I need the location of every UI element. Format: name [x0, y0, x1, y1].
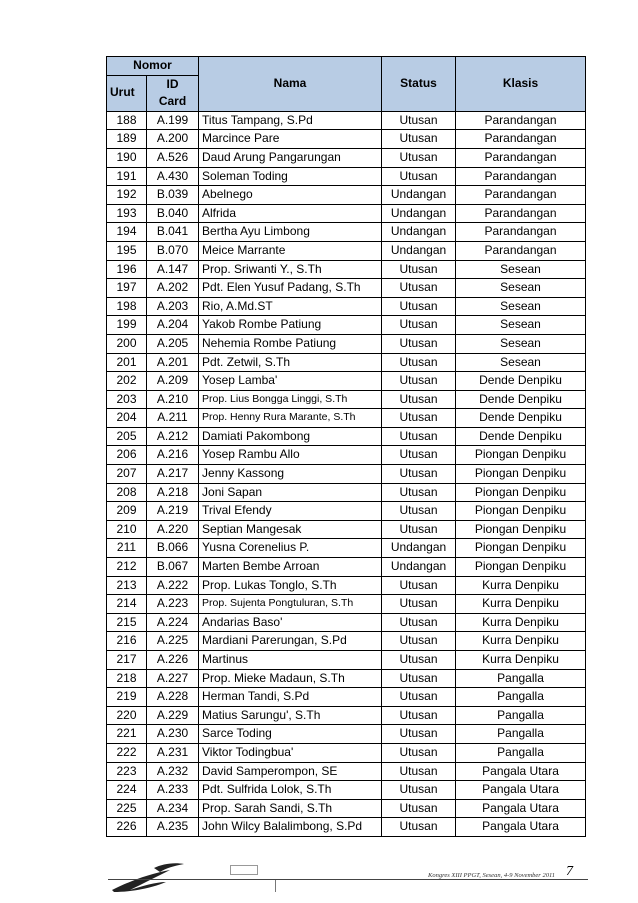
- cell-nama: Nehemia Rombe Patiung: [199, 334, 382, 353]
- cell-status: Utusan: [382, 781, 456, 800]
- cell-klasis: Sesean: [456, 260, 586, 279]
- table-row: [107, 688, 586, 707]
- table-row: [107, 390, 586, 409]
- cell-klasis: Piongan Denpiku: [456, 465, 586, 484]
- cell-urut: 206: [107, 446, 147, 465]
- cell-klasis: Parandangan: [456, 111, 586, 130]
- cell-urut: 217: [107, 651, 147, 670]
- header-id-card: ID Card: [147, 75, 199, 111]
- cell-urut: 225: [107, 799, 147, 818]
- cell-urut: 201: [107, 353, 147, 372]
- cell-klasis: Parandangan: [456, 167, 586, 186]
- table-row: [107, 223, 586, 242]
- cell-nama: Prop. Sujenta Pongtuluran, S.Th: [199, 595, 382, 614]
- cell-id-card: A.204: [147, 316, 199, 335]
- cell-urut: 203: [107, 390, 147, 409]
- cell-id-card: A.202: [147, 279, 199, 298]
- cell-klasis: Parandangan: [456, 130, 586, 149]
- cell-id-card: A.232: [147, 762, 199, 781]
- cell-status: Utusan: [382, 688, 456, 707]
- cell-klasis: Parandangan: [456, 223, 586, 242]
- cell-id-card: A.229: [147, 706, 199, 725]
- cell-urut: 212: [107, 558, 147, 577]
- cell-status: Undangan: [382, 558, 456, 577]
- cell-nama: Pdt. Zetwil, S.Th: [199, 353, 382, 372]
- cell-nama: Martinus: [199, 651, 382, 670]
- cell-nama: Prop. Lukas Tonglo, S.Th: [199, 576, 382, 595]
- cell-id-card: A.227: [147, 669, 199, 688]
- cell-status: Utusan: [382, 818, 456, 837]
- cell-status: Undangan: [382, 204, 456, 223]
- table-body: [107, 111, 586, 836]
- cell-status: Utusan: [382, 446, 456, 465]
- cell-klasis: Kurra Denpiku: [456, 595, 586, 614]
- table-row: [107, 446, 586, 465]
- table-row: [107, 502, 586, 521]
- cell-urut: 220: [107, 706, 147, 725]
- cell-status: Utusan: [382, 148, 456, 167]
- cell-urut: 207: [107, 465, 147, 484]
- table-row: [107, 743, 586, 762]
- cell-id-card: B.041: [147, 223, 199, 242]
- cell-id-card: B.039: [147, 186, 199, 205]
- cell-nama: Sarce Toding: [199, 725, 382, 744]
- cell-id-card: A.205: [147, 334, 199, 353]
- table-row: [107, 260, 586, 279]
- cell-urut: 218: [107, 669, 147, 688]
- cell-id-card: A.217: [147, 465, 199, 484]
- cell-klasis: Parandangan: [456, 186, 586, 205]
- cell-nama: John Wilcy Balalimbong, S.Pd: [199, 818, 382, 837]
- header-urut: Urut: [107, 75, 147, 111]
- cell-urut: 209: [107, 502, 147, 521]
- cell-status: Utusan: [382, 465, 456, 484]
- cell-status: Utusan: [382, 632, 456, 651]
- cell-nama: Bertha Ayu Limbong: [199, 223, 382, 242]
- cell-nama: Damiati Pakombong: [199, 427, 382, 446]
- table-row: [107, 669, 586, 688]
- table-row: [107, 167, 586, 186]
- cell-id-card: A.526: [147, 148, 199, 167]
- cell-status: Utusan: [382, 316, 456, 335]
- table-row: [107, 427, 586, 446]
- cell-id-card: A.226: [147, 651, 199, 670]
- cell-klasis: Sesean: [456, 279, 586, 298]
- cell-status: Utusan: [382, 130, 456, 149]
- cell-urut: 222: [107, 743, 147, 762]
- cell-urut: 223: [107, 762, 147, 781]
- cell-id-card: A.212: [147, 427, 199, 446]
- table-row: [107, 372, 586, 391]
- participant-table: [106, 56, 586, 837]
- footer-rule: [108, 879, 588, 880]
- cell-id-card: A.235: [147, 818, 199, 837]
- cell-urut: 194: [107, 223, 147, 242]
- cell-status: Undangan: [382, 241, 456, 260]
- cell-klasis: Parandangan: [456, 241, 586, 260]
- cell-status: Utusan: [382, 520, 456, 539]
- cell-nama: Yusna Corenelius P.: [199, 539, 382, 558]
- table-row: [107, 781, 586, 800]
- cell-klasis: Sesean: [456, 297, 586, 316]
- cell-nama: Yakob Rombe Patiung: [199, 316, 382, 335]
- table-row: [107, 353, 586, 372]
- cell-id-card: A.147: [147, 260, 199, 279]
- cell-status: Utusan: [382, 762, 456, 781]
- cell-nama: Matius Sarungu', S.Th: [199, 706, 382, 725]
- cell-status: Utusan: [382, 334, 456, 353]
- cell-id-card: A.218: [147, 483, 199, 502]
- cell-id-card: B.070: [147, 241, 199, 260]
- cell-urut: 196: [107, 260, 147, 279]
- cell-nama: David Samperompon, SE: [199, 762, 382, 781]
- cell-nama: Viktor Todingbua': [199, 743, 382, 762]
- cell-urut: 216: [107, 632, 147, 651]
- table-row: [107, 762, 586, 781]
- cell-urut: 192: [107, 186, 147, 205]
- cell-klasis: Piongan Denpiku: [456, 483, 586, 502]
- cell-urut: 205: [107, 427, 147, 446]
- cell-status: Utusan: [382, 576, 456, 595]
- footer-box: [230, 865, 258, 875]
- header-status: Status: [382, 57, 456, 112]
- cell-nama: Pdt. Sulfrida Lolok, S.Th: [199, 781, 382, 800]
- page-footer: [0, 850, 638, 903]
- cell-urut: 211: [107, 539, 147, 558]
- cell-klasis: Dende Denpiku: [456, 427, 586, 446]
- cell-urut: 208: [107, 483, 147, 502]
- cell-urut: 210: [107, 520, 147, 539]
- table-row: [107, 799, 586, 818]
- cell-nama: Rio, A.Md.ST: [199, 297, 382, 316]
- cell-klasis: Pangalla: [456, 706, 586, 725]
- cell-id-card: B.040: [147, 204, 199, 223]
- cell-nama: Meice Marrante: [199, 241, 382, 260]
- cell-nama: Prop. Sarah Sandi, S.Th: [199, 799, 382, 818]
- cell-urut: 204: [107, 409, 147, 428]
- cell-id-card: B.066: [147, 539, 199, 558]
- cell-nama: Mardiani Parerungan, S.Pd: [199, 632, 382, 651]
- cell-klasis: Parandangan: [456, 204, 586, 223]
- cell-status: Utusan: [382, 353, 456, 372]
- cell-id-card: A.224: [147, 613, 199, 632]
- table-row: [107, 316, 586, 335]
- cell-status: Undangan: [382, 223, 456, 242]
- cell-id-card: A.201: [147, 353, 199, 372]
- table-row: [107, 130, 586, 149]
- cell-id-card: A.219: [147, 502, 199, 521]
- cell-urut: 213: [107, 576, 147, 595]
- cell-status: Utusan: [382, 743, 456, 762]
- table-row: [107, 558, 586, 577]
- table-row: [107, 632, 586, 651]
- table-row: [107, 576, 586, 595]
- table-row: [107, 706, 586, 725]
- footer-event-text: Kongres XIII PPGT, Sesean, 4-9 November 2011: [428, 872, 555, 879]
- cell-klasis: Sesean: [456, 334, 586, 353]
- cell-klasis: Piongan Denpiku: [456, 502, 586, 521]
- cell-status: Utusan: [382, 725, 456, 744]
- table-row: [107, 279, 586, 298]
- cell-nama: Daud Arung Pangarungan: [199, 148, 382, 167]
- cell-klasis: Dende Denpiku: [456, 409, 586, 428]
- cell-status: Utusan: [382, 111, 456, 130]
- cell-klasis: Dende Denpiku: [456, 372, 586, 391]
- table-row: [107, 651, 586, 670]
- cell-urut: 215: [107, 613, 147, 632]
- cell-klasis: Pangalla: [456, 743, 586, 762]
- cell-nama: Joni Sapan: [199, 483, 382, 502]
- cell-id-card: A.225: [147, 632, 199, 651]
- cell-klasis: Piongan Denpiku: [456, 520, 586, 539]
- cell-urut: 188: [107, 111, 147, 130]
- cell-urut: 224: [107, 781, 147, 800]
- cell-id-card: A.231: [147, 743, 199, 762]
- table-row: [107, 204, 586, 223]
- cell-status: Utusan: [382, 595, 456, 614]
- cell-klasis: Piongan Denpiku: [456, 446, 586, 465]
- table-row: [107, 818, 586, 837]
- cell-urut: 221: [107, 725, 147, 744]
- cell-nama: Herman Tandi, S.Pd: [199, 688, 382, 707]
- cell-id-card: A.230: [147, 725, 199, 744]
- cell-urut: 200: [107, 334, 147, 353]
- cell-nama: Yosep Rambu Allo: [199, 446, 382, 465]
- cell-urut: 219: [107, 688, 147, 707]
- table-row: [107, 148, 586, 167]
- cell-klasis: Dende Denpiku: [456, 390, 586, 409]
- cell-klasis: Pangala Utara: [456, 818, 586, 837]
- cell-id-card: A.234: [147, 799, 199, 818]
- table-row: [107, 334, 586, 353]
- cell-nama: Andarias Baso': [199, 613, 382, 632]
- cell-urut: 195: [107, 241, 147, 260]
- cell-urut: 193: [107, 204, 147, 223]
- bird-logo-icon: [108, 860, 188, 896]
- table-row: [107, 613, 586, 632]
- table-row: [107, 483, 586, 502]
- cell-urut: 226: [107, 818, 147, 837]
- cell-urut: 214: [107, 595, 147, 614]
- cell-klasis: Kurra Denpiku: [456, 613, 586, 632]
- cell-status: Utusan: [382, 613, 456, 632]
- page-number: 7: [566, 864, 573, 879]
- cell-status: Utusan: [382, 502, 456, 521]
- cell-nama: Prop. Henny Rura Marante, S.Th: [199, 409, 382, 428]
- cell-klasis: Piongan Denpiku: [456, 558, 586, 577]
- cell-nama: Prop. Lius Bongga Linggi, S.Th: [199, 390, 382, 409]
- table-row: [107, 409, 586, 428]
- cell-klasis: Pangala Utara: [456, 762, 586, 781]
- cell-id-card: A.210: [147, 390, 199, 409]
- cell-urut: 197: [107, 279, 147, 298]
- cell-nama: Jenny Kassong: [199, 465, 382, 484]
- header-nomor: Nomor: [107, 57, 199, 76]
- cell-status: Utusan: [382, 483, 456, 502]
- cell-status: Utusan: [382, 409, 456, 428]
- cell-nama: Titus Tampang, S.Pd: [199, 111, 382, 130]
- cell-id-card: A.223: [147, 595, 199, 614]
- cell-urut: 199: [107, 316, 147, 335]
- cell-id-card: A.430: [147, 167, 199, 186]
- cell-status: Utusan: [382, 260, 456, 279]
- table-row: [107, 186, 586, 205]
- cell-id-card: A.233: [147, 781, 199, 800]
- cell-status: Utusan: [382, 799, 456, 818]
- cell-klasis: Pangalla: [456, 688, 586, 707]
- cell-urut: 191: [107, 167, 147, 186]
- table-row: [107, 520, 586, 539]
- cell-klasis: Sesean: [456, 353, 586, 372]
- cell-urut: 190: [107, 148, 147, 167]
- table-row: [107, 111, 586, 130]
- header-nama: Nama: [199, 57, 382, 112]
- cell-klasis: Pangalla: [456, 669, 586, 688]
- cell-nama: Abelnego: [199, 186, 382, 205]
- cell-id-card: A.228: [147, 688, 199, 707]
- table-row: [107, 595, 586, 614]
- cell-klasis: Kurra Denpiku: [456, 576, 586, 595]
- cell-nama: Yosep Lamba': [199, 372, 382, 391]
- cell-status: Utusan: [382, 279, 456, 298]
- cell-nama: Marcince Pare: [199, 130, 382, 149]
- cell-klasis: Piongan Denpiku: [456, 539, 586, 558]
- cell-klasis: Kurra Denpiku: [456, 632, 586, 651]
- cell-id-card: B.067: [147, 558, 199, 577]
- cell-id-card: A.203: [147, 297, 199, 316]
- cell-status: Utusan: [382, 706, 456, 725]
- table-row: [107, 241, 586, 260]
- cell-status: Utusan: [382, 651, 456, 670]
- cell-status: Utusan: [382, 297, 456, 316]
- cell-urut: 202: [107, 372, 147, 391]
- header-klasis: Klasis: [456, 57, 586, 112]
- cell-urut: 198: [107, 297, 147, 316]
- cell-klasis: Kurra Denpiku: [456, 651, 586, 670]
- cell-status: Utusan: [382, 372, 456, 391]
- cell-nama: Pdt. Elen Yusuf Padang, S.Th: [199, 279, 382, 298]
- cell-id-card: A.200: [147, 130, 199, 149]
- cell-status: Utusan: [382, 167, 456, 186]
- cell-id-card: A.209: [147, 372, 199, 391]
- cell-status: Utusan: [382, 669, 456, 688]
- cell-urut: 189: [107, 130, 147, 149]
- table-header: [107, 57, 586, 112]
- table-row: [107, 297, 586, 316]
- table-row: [107, 725, 586, 744]
- cell-status: Utusan: [382, 390, 456, 409]
- cell-id-card: A.216: [147, 446, 199, 465]
- cell-id-card: A.199: [147, 111, 199, 130]
- cell-klasis: Pangalla: [456, 725, 586, 744]
- cell-status: Undangan: [382, 539, 456, 558]
- cell-nama: Marten Bembe Arroan: [199, 558, 382, 577]
- cell-nama: Prop. Mieke Madaun, S.Th: [199, 669, 382, 688]
- cell-klasis: Pangala Utara: [456, 799, 586, 818]
- cell-klasis: Pangala Utara: [456, 781, 586, 800]
- cell-status: Undangan: [382, 186, 456, 205]
- cell-nama: Septian Mangesak: [199, 520, 382, 539]
- table-row: [107, 539, 586, 558]
- cell-id-card: A.220: [147, 520, 199, 539]
- cell-nama: Alfrida: [199, 204, 382, 223]
- table-row: [107, 465, 586, 484]
- footer-tick: [275, 880, 276, 892]
- cell-klasis: Sesean: [456, 316, 586, 335]
- cell-nama: Prop. Sriwanti Y., S.Th: [199, 260, 382, 279]
- cell-id-card: A.222: [147, 576, 199, 595]
- cell-status: Utusan: [382, 427, 456, 446]
- cell-id-card: A.211: [147, 409, 199, 428]
- cell-nama: Trival Efendy: [199, 502, 382, 521]
- cell-klasis: Parandangan: [456, 148, 586, 167]
- cell-nama: Soleman Toding: [199, 167, 382, 186]
